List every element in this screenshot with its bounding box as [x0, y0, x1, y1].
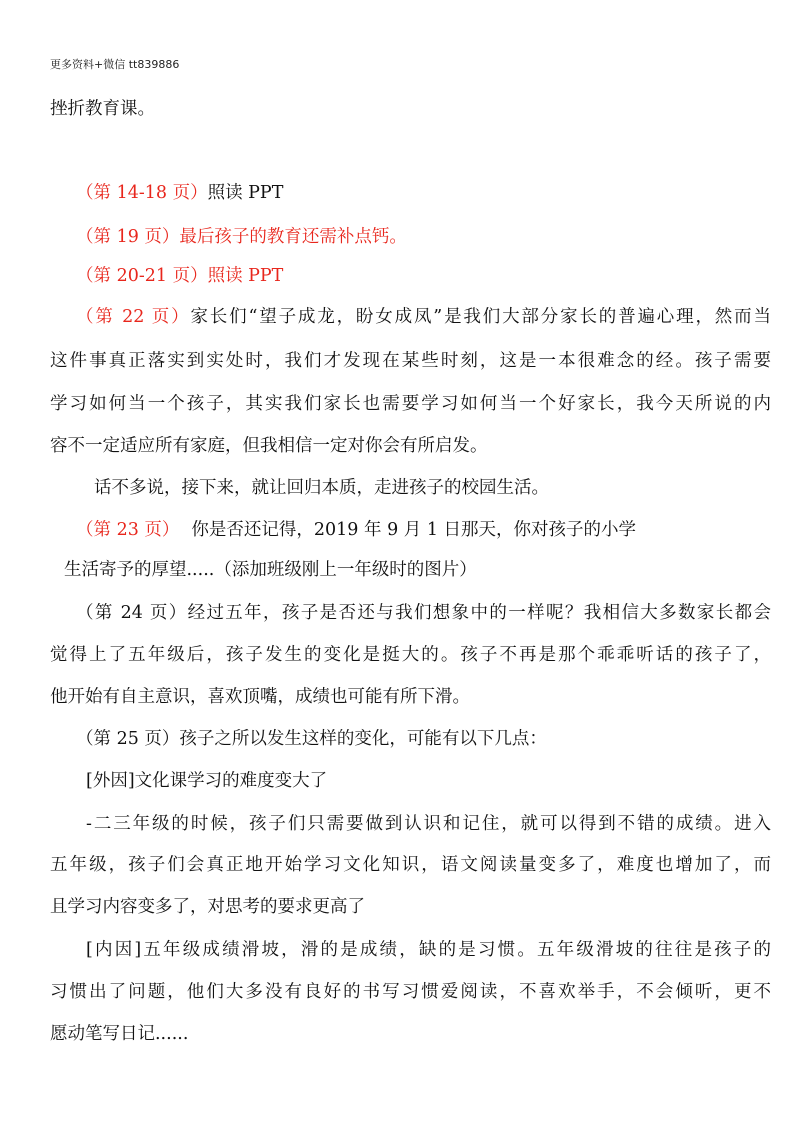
paragraph-line: （第 24 页）经过五年，孩子是否还与我们想象中的一样呢？我相信大多数家长都会: [76, 603, 771, 623]
paragraph-line: [76, 306, 771, 328]
line-text: 照读 PPT: [207, 183, 284, 203]
paragraph-line: [内因]五年级成绩滑坡，滑的是成绩，缺的是习惯。五年级滑坡的往往是孩子的: [86, 940, 771, 960]
page-header: 更多资料+微信 tt839886: [50, 58, 180, 71]
paragraph-line: 容不一定适应所有家庭，但我相信一定对你会有所启发。: [50, 436, 488, 456]
paragraph-line: 他开始有自主意识，喜欢顶嘴，成绩也可能有所下滑。: [50, 687, 470, 707]
paragraph-line: （第 20-21 页）照读 PPT: [76, 266, 284, 286]
paragraph-line: [外因]文化课学习的难度变大了: [86, 771, 328, 791]
paragraph-line: 且学习内容变多了，对思考的要求更高了: [50, 897, 365, 917]
paragraph-line: 觉得上了五年级后，孩子发生的变化是挺大的。孩子不再是那个乖乖听话的孩子了，: [50, 645, 771, 665]
paragraph-line: 习惯出了问题，他们大多没有良好的书写习惯爱阅读，不喜欢举手，不会倾听，更不: [50, 982, 771, 1002]
page-ref: （第 22 页）: [76, 307, 191, 327]
line-text: 家长们“望子成龙，盼女成凤”是我们大部分家长的普遍心理，然而当: [190, 307, 771, 327]
paragraph-line: 愿动笔写日记......: [50, 1024, 189, 1044]
page-ref: （第 23 页）: [76, 520, 180, 540]
paragraph-line: -二三年级的时候，孩子们只需要做到认识和记住，就可以得到不错的成绩。进入: [86, 814, 771, 834]
paragraph-line: 学习如何当一个孩子，其实我们家长也需要学习如何当一个好家长，我今天所说的内: [50, 394, 771, 414]
paragraph-line: [76, 182, 283, 204]
paragraph-line: （第 19 页）最后孩子的教育还需补点钙。: [76, 227, 407, 247]
paragraph-line: （第 25 页）孩子之所以发生这样的变化，可能有以下几点：: [76, 729, 547, 749]
paragraph-line: 挫折教育课。: [50, 99, 155, 119]
paragraph-line: 五年级，孩子们会真正地开始学习文化知识，语文阅读量变多了，难度也增加了，而: [50, 855, 771, 875]
paragraph-line: 话不多说，接下来，就让回归本质，走进孩子的校园生活。: [94, 478, 549, 498]
line-text: 你是否还记得，2019 年 9 月 1 日那天，你对孩子的小学: [191, 520, 637, 540]
paragraph-line: 这件事真正落实到实处时，我们才发现在某些时刻，这是一本很难念的经。孩子需要: [50, 351, 771, 371]
page-ref: （第 14-18 页）: [76, 183, 208, 203]
paragraph-line: 生活寄予的厚望.....（添加班级刚上一年级时的图片）: [64, 560, 477, 580]
paragraph-line: [76, 519, 636, 541]
